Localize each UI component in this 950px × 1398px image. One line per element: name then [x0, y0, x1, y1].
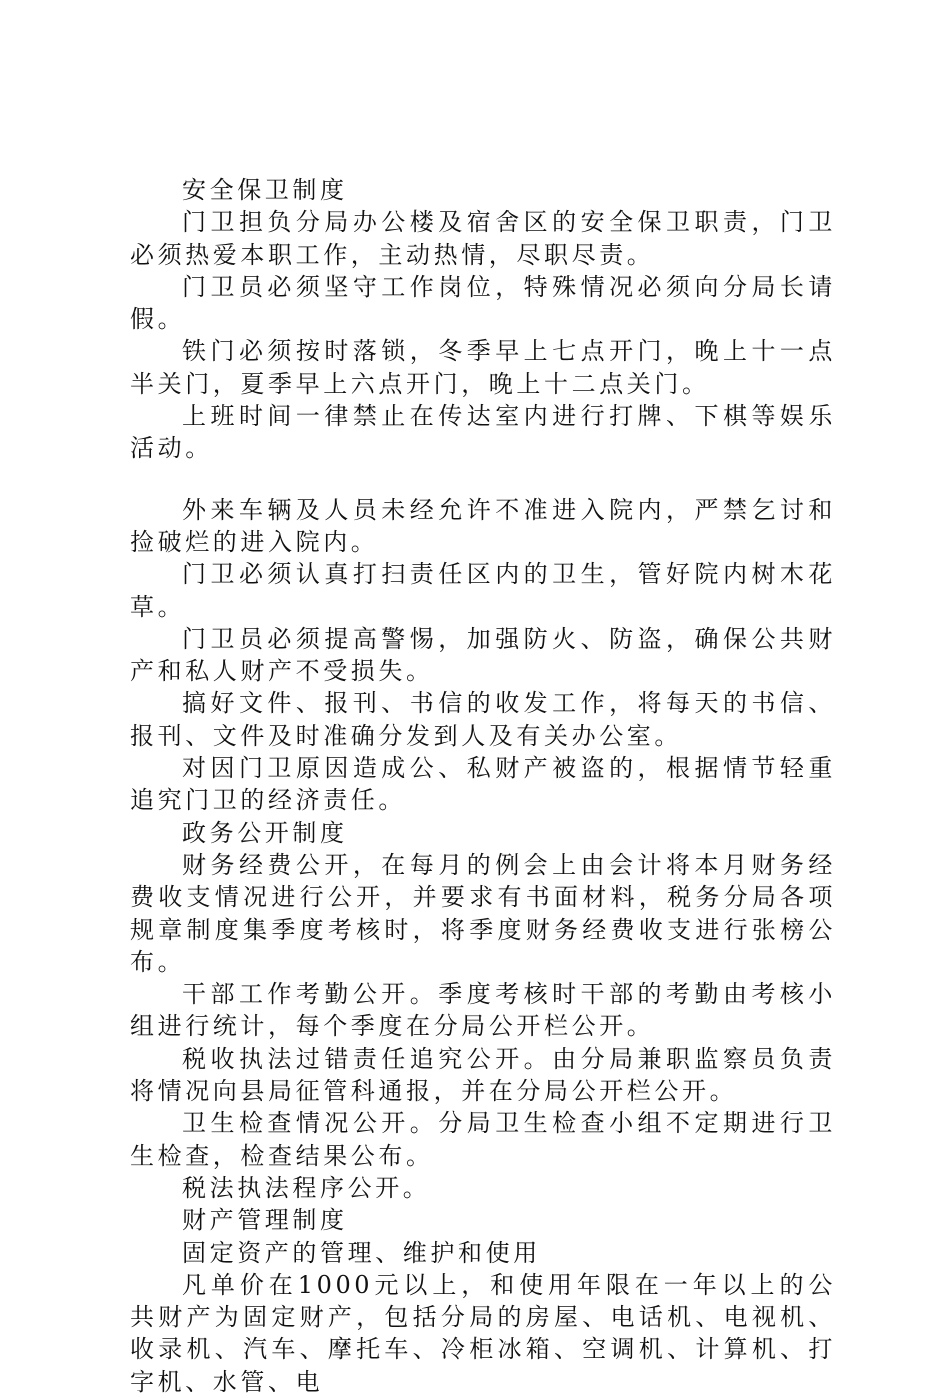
document-page	[130, 174, 836, 1398]
paragraph: 凡单价在1000元以上，和使用年限在一年以上的公共财产为固定财产，包括分局的房屋、电话机、电视机、收录机、汽车、摩托车、冷柜冰箱、空调机、计算机、打字机、水管、电	[130, 1270, 836, 1396]
paragraph: 干部工作考勤公开。季度考核时干部的考勤由考核小组进行统计，每个季度在分局公开栏公开。	[130, 980, 836, 1041]
section-heading-property: 财产管理制度	[182, 1206, 348, 1235]
paragraph: 门卫员必须提高警惕，加强防火、防盗，确保公共财产和私人财产不受损失。	[130, 624, 836, 686]
paragraph: 对因门卫原因造成公、私财产被盗的，根据情节轻重追究门卫的经济责任。	[130, 754, 836, 815]
paragraph: 卫生检查情况公开。分局卫生检查小组不定期进行卫生检查，检查结果公布。	[130, 1109, 836, 1170]
paragraph: 外来车辆及人员未经允许不准进入院内，严禁乞讨和捡破烂的进入院内。	[130, 495, 836, 556]
paragraph: 搞好文件、报刊、书信的收发工作，将每天的书信、报刊、文件及时准确分发到人及有关办公室。	[130, 689, 836, 750]
section-heading-disclosure: 政务公开制度	[182, 818, 348, 847]
paragraph: 上班时间一律禁止在传达室内进行打牌、下棋等娱乐活动。	[130, 402, 836, 463]
paragraph: 门卫员必须坚守工作岗位，特殊情况必须向分局长请假。	[130, 272, 836, 334]
paragraph: 门卫担负分局办公楼及宿舍区的安全保卫职责，门卫必须热爱本职工作，主动热情，尽职尽责。	[130, 208, 836, 269]
section-heading-security: 安全保卫制度	[182, 176, 348, 204]
paragraph: 税法执法程序公开。	[182, 1173, 431, 1202]
paragraph: 税收执法过错责任追究公开。由分局兼职监察员负责将情况向县局征管科通报，并在分局公开栏公开。	[130, 1044, 836, 1106]
paragraph-gap	[130, 465, 836, 494]
paragraph: 门卫必须认真打扫责任区内的卫生，管好院内树木花草。	[130, 560, 836, 621]
subsection-heading: 固定资产的管理、维护和使用	[182, 1238, 541, 1267]
paragraph: 铁门必须按时落锁，冬季早上七点开门，晚上十一点半关门，夏季早上六点开门，晚上十二点关门。	[130, 337, 836, 398]
paragraph: 财务经费公开，在每月的例会上由会计将本月财务经费收支情况进行公开，并要求有书面材料，税务分局各项规章制度集季度考核时，将季度财务经费收支进行张榜公布。	[130, 850, 836, 976]
